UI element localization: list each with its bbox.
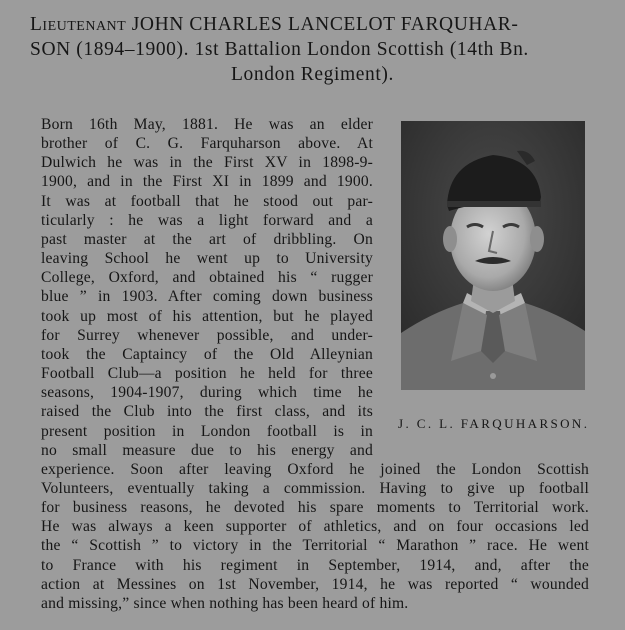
body-line: to France with his regiment in September, 1914, and, after the xyxy=(41,556,589,574)
body-line: for Surrey whenever possible, and under- xyxy=(41,326,373,344)
body-line: Volunteers, eventually taking a commission. Having to give up football xyxy=(41,479,589,497)
body-line: past master at the art of dribbling. On xyxy=(41,230,373,248)
body-line: and missing,” since when nothing has been heard of him. xyxy=(41,594,409,612)
name-part-1: JOHN CHARLES LANCELOT FARQUHAR- xyxy=(131,14,519,35)
body-line: 1900, and in the First XI in 1899 and 1900. xyxy=(41,173,373,191)
heading-line-2 xyxy=(30,37,595,62)
entry-heading xyxy=(30,12,595,87)
name-part-2: SON (1894–1900). xyxy=(30,39,190,60)
body-line: blue ” in 1903. After coming down business xyxy=(41,288,373,306)
body-line: leaving School he went up to University xyxy=(41,250,373,268)
body-line: action at Messines on 1st November, 1914, he was reported “ wounded xyxy=(41,575,589,593)
body-line: took the Captaincy of the Old Alleynian xyxy=(41,345,373,363)
portrait-image xyxy=(401,121,585,390)
unit: 1st Battalion London Scottish (14th Bn. xyxy=(189,39,529,60)
body-line: present position in London football is in xyxy=(41,422,373,440)
heading-line-3: London Regiment). xyxy=(231,64,394,85)
rank: Lieutenant xyxy=(30,14,127,35)
portrait-photo xyxy=(401,121,585,390)
body-line: Born 16th May, 1881. He was an elder xyxy=(41,116,373,133)
body-line: took up most of his attention, but he played xyxy=(41,307,373,325)
body-line: Dulwich he was in the First XV in 1898-9- xyxy=(41,154,373,172)
body-line: Football Club—a position he held for three xyxy=(41,365,373,383)
photo-caption: J. C. L. FARQUHARSON. xyxy=(398,416,590,431)
body-line: seasons, 1904-1907, during which time he xyxy=(41,384,373,402)
body-line: for business reasons, he devoted his spare moments to Territorial work. xyxy=(41,499,589,517)
body-line: College, Oxford, and obtained his “ rugger xyxy=(41,269,373,287)
body-line: raised the Club into the first class, and its xyxy=(41,403,373,421)
body-line: no small measure due to his energy and xyxy=(41,441,373,459)
body-line: ticularly : he was a light forward and a xyxy=(41,211,373,229)
body-line: brother of C. G. Farquharson above. At xyxy=(41,135,373,153)
body-line: It was at football that he stood out par- xyxy=(41,192,373,210)
heading-line-1 xyxy=(30,12,595,37)
body-line: He was always a keen supporter of athletics, and on four occasions led xyxy=(41,518,589,536)
body-line: experience. Soon after leaving Oxford he joined the London Scottish xyxy=(41,460,589,478)
body-line: the “ Scottish ” to victory in the Territorial “ Marathon ” race. He went xyxy=(41,537,589,555)
